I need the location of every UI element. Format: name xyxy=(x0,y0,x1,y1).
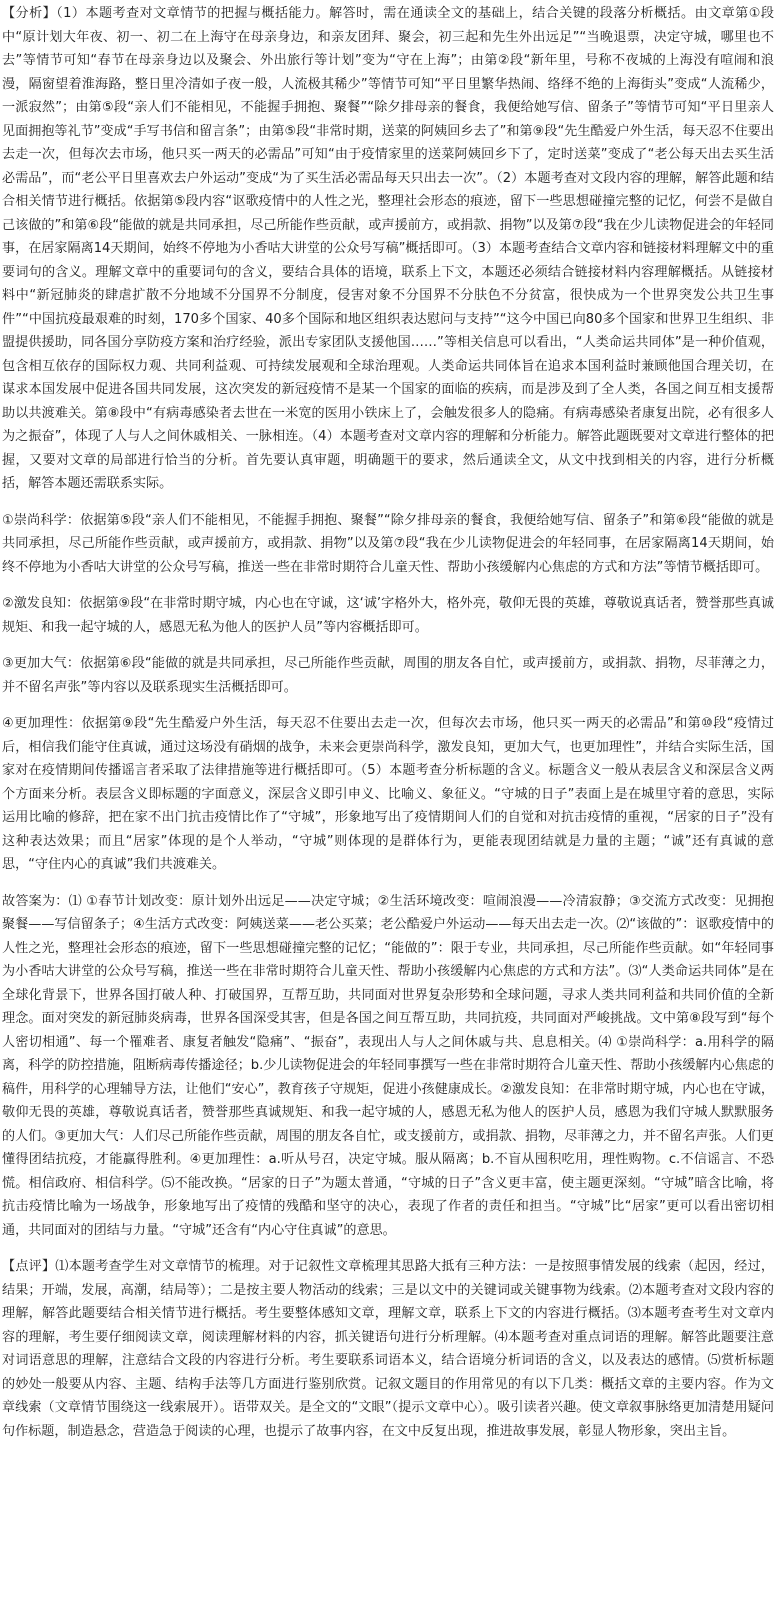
point-rational-paragraph: ④更加理性：依据第⑨段“先生酷爱户外生活，每天忍不住要出去走一次，但每次去市场，他只买一两天的必需品”和第⑩段“疫情过后，相信我们能守住真诚，通过这场没有硝烟的战争，未来会更崇尚科学，激发良知，更加大气，也更加理性”，并结合实际生活，国家对在疫情期间传播谣言者采取了法律措施等进行概括即可。（5）本题考查分析标题的含义。标题含义一般从表层含义和深层含义两个方面来分析。表层含义即标题的字面意义，深层含义即引申义、比喻义、象征义。“守城的日子”表面上是在城里守着的意思，实际运用比喻的修辞，把在家不出门抗击疫情比作了“守城”，形象地写出了疫情期间人们的自觉和对抗击疫情的重视，“居家的日子”没有这种表达效果；而且“居家”体现的是个人举动，“守城”则体现的是群体行为，更能表现团结就是力量的主题；“诚”还有真诚的意思，“守住内心的真诚”我们共渡难关。 xyxy=(2,716,774,872)
paragraph-gap xyxy=(2,496,774,509)
point-science-paragraph: ①崇尚科学：依据第⑤段“亲人们不能相见，不能握手拥抱、聚餐”“除夕排母亲的餐食，我便给她写信、留条子”和第⑥段“能做的就是共同承担，尽己所能作些贡献，或声援前方，或捐款、捐物”以及第⑦段“我在少儿读物促进会的年轻同事，在居家隔离14天期间，始终不停地为小香咕大讲堂的公众号写稿，推送一些在非常时期符合儿童天性、帮助小孩缓解内心焦虑的方式和方法”等情节概括即可。 xyxy=(2,512,774,575)
point-conscience-paragraph: ②激发良知：依据第⑨段“在非常时期守城，内心也在守诚，这‘诚’字格外大，格外亮，敬仰无畏的英雄，尊敬说真话者，赞誉那些真诚规矩、和我一起守城的人，感恩无私为他人的医护人员”等内容概括即可。 xyxy=(2,596,774,635)
paragraph-gap xyxy=(2,1242,774,1255)
comment-paragraph: 【点评】⑴本题考查学生对文章情节的梳理。对于记叙性文章梳理其思路大抵有三种方法：一是按照事情发展的线索（起因，经过，结果；开端，发展，高潮，结局等）；二是按主要人物活动的线索；三是以文中的关键词或关键事物为线索。⑵本题考查对文段内容的理解，解答此题要结合相关情节进行概括。考生要整体感知文章，理解文章，联系上下文的内容进行概括。⑶本题考查考生对文章内容的理解，考生要仔细阅读文章，阅读理解材料的内容，抓关键语句进行分析理解。⑷本题考查对重点词语的理解。解答此题要注意对词语意思的理解，注意结合文段的内容进行分析。考生要联系词语本义，结合语境分析词语的含义，以及表达的感情。⑸赏析标题的妙处一般要从内容、主题、结构手法等几方面进行鉴别欣赏。记叙文题目的作用常见的有以下几类：概括文章的主要内容。作为文章线索（文章情节围绕这一线索展开）。语带双关。是全文的“文眼”（提示文章中心）。吸引读者兴趣。使文章叙事脉络更加清楚用疑问句作标题，制造悬念，营造急于阅读的心理，也提示了故事内容，在文中反复出现，推进故事发展，彰显人物形象，突出主旨。 xyxy=(2,1259,774,1439)
paragraph-gap xyxy=(2,699,774,712)
point-generous-paragraph: ③更加大气：依据第⑥段“能做的就是共同承担，尽己所能作些贡献，周围的朋友各自忙，或声援前方，或捐款、捐物，尽菲薄之力，并不留名声张”等内容以及联系现实生活概括即可。 xyxy=(2,656,774,695)
answer-paragraph: 故答案为：⑴ ①春节计划改变：原计划外出远足——决定守城；②生活环境改变：喧闹浪漫——冷清寂静；③交流方式改变：见拥抱聚餐——写信留条子；④生活方式改变：阿姨送菜——老公买菜；老公酷爱户外运动——每天出去走一次。⑵“该做的”：讴歌疫情中的人性之光，整理社会形态的痕迹，留下一些思想碰撞完整的记忆；“能做的”：限于专业，共同承担，尽己所能作些贡献。如“年轻同事为小香咕大讲堂的公众号写稿，推送一些在非常时期符合儿童天性、帮助小孩缓解内心焦虑的方式和方法”。⑶“人类命运共同体”是在全球化背景下，世界各国打破人种、打破国界，互帮互助，共同面对世界复杂形势和全球问题，寻求人类共同利益和共同价值的全新理念。面对突发的新冠肺炎病毒，世界各国深受其害，但是各国之间互帮互助，共同抗疫，共同面对严峻挑战。文中第⑧段写到“每个人密切相通”、每一个罹难者、康复者触发“隐痛”、“振奋”，表现出人与人之间休戚与共、息息相关。⑷ ①崇尚科学：a.用科学的隔离，科学的防控措施，阻断病毒传播途径；b.少儿读物促进会的年轻同事撰写一些在非常时期符合儿童天性、帮助小孩缓解内心焦虑的稿件，用科学的心理辅导方法，让他们“安心”，教育孩子守规矩，促进小孩健康成长。②激发良知：在非常时期守城，内心也在守诚，敬仰无畏的英雄，尊敬说真话者，赞誉那些真诚规矩、和我一起守城的人，感恩无私为他人的医护人员，感恩为我们守城人默默服务的人们。③更加大气：人们尽己所能作些贡献，周围的朋友各自忙，或支援前方，或捐款、捐物，尽菲薄之力，并不留名声张。人们更懂得团结抗疫，才能赢得胜利。④更加理性：a.听从号召，决定守城。服从隔离；b.不盲从囤积吃用，理性购物。c.不信谣言、不恐慌。相信政府、相信科学。⑸不能改换。“居家的日子”为题太普通，“守城的日子”含义更丰富，使主题更深刻。“守城”暗含比喻，将抗击疫情比喻为一场战争，形象地写出了疫情的残酷和坚守的决心，表现了作者的责任和担当。“守城”比“居家”更可以看出密切相通，共同面对的团结与力量。“守城”还含有“内心守住真诚”的意思。 xyxy=(2,893,774,1238)
paragraph-gap xyxy=(2,877,774,890)
analysis-paragraph: 【分析】（1）本题考查对文章情节的把握与概括能力。解答时，需在通读全文的基础上，结合关键的段落分析概括。由文章第①段中“原计划大年夜、初一、初二在上海守在母亲身边，和亲友团拜、聚会，初三起和先生外出远足”“当晚退票，决定守城，哪里也不去”等情节可知“春节在母亲身边以及聚会、外出旅行等计划”变为“守在上海”；由第②段“新年里，号称不夜城的上海没有喧闹和浪漫，隔窗望着淮海路，整日里冷清如子夜一般，人流极其稀少”等情节可知“平日里繁华热闹、络绎不绝的上海街头”变成“人流稀少，一派寂然”；由第⑤段“亲人们不能相见，不能握手拥抱、聚餐”“除夕排母亲的餐食，我便给她写信、留条子”等情节可知“平日里亲人见面拥抱等礼节”变成“手写书信和留言条”；由第⑤段“非常时期，送菜的阿姨回乡去了”和第⑨段“先生酷爱户外生活，每天忍不住要出去走一次，但每次去市场，他只买一两天的必需品”可知“由于疫情家里的送菜阿姨回乡下了，定时送菜”变成了“老公每天出去买生活必需品”，而“老公平日里喜欢去户外运动”变成“为了买生活必需品每天只出去一次”。（2）本题考查对文段内容的理解，解答此题和结合相关情节进行概括。依据第⑤段内容“讴歌疫情中的人性之光，整理社会形态的痕迹，留下一些思想碰撞完整的记忆，何尝不是做自己该做的”和第⑥段“能做的就是共同承担，尽己所能作些贡献，或声援前方，或捐款、捐物”以及第⑦段“我在少儿读物促进会的年轻同事，在居家隔离14天期间，始终不停地为小香咕大讲堂的公众号写稿”概括即可。（3）本题考查结合文章内容和链接材料理解文中的重要词句的含义。理解文章中的重要词句的含义，要结合具体的语境，联系上下文，本题还必须结合链接材料内容理解概括。从链接材料中“新冠肺炎的肆虐扩散不分地域不分国界不分制度，侵害对象不分国界不分肤色不分贫富，很快成为一个世界突发公共卫生事件”“中国抗疫最艰难的时刻，170多个国家、40多个国际和地区组织表达慰问与支持”“这今中国已向80多个国家和世界卫生组织、非盟提供援助，同各国分享防疫方案和治疗经验，派出专家团队支援他国……”等相关信息可以看出，“人类命运共同体”是一种价值观，包含相互依存的国际权力观、共同利益观、可持续发展观和全球治理观。人类命运共同体旨在追求本国利益时兼顾他国合理关切，在谋求本国发展中促进各国共同发展，这次突发的新冠疫情不是某一个国家的面临的疾病，而是涉及到了全人类，各国之间互相支援帮助以共渡难关。第⑧段中“有病毒感染者去世在一米宽的医用小铁床上了，会触发很多人的隐痛。有病毒感染者康复出院，必有很多人为之振奋”，体现了人与人之间休戚相关、一脉相连。（4）本题考查对文章内容的理解和分析能力。解答此题既要对文章进行整体的把握，又要对文章的局部进行恰当的分析。首先要认真审题，明确题干的要求，然后通读全文，从文中找到相关的内容，进行分析概括，解答本题还需联系实际。 xyxy=(2,6,774,491)
paragraph-gap xyxy=(2,639,774,652)
paragraph-gap xyxy=(2,579,774,592)
